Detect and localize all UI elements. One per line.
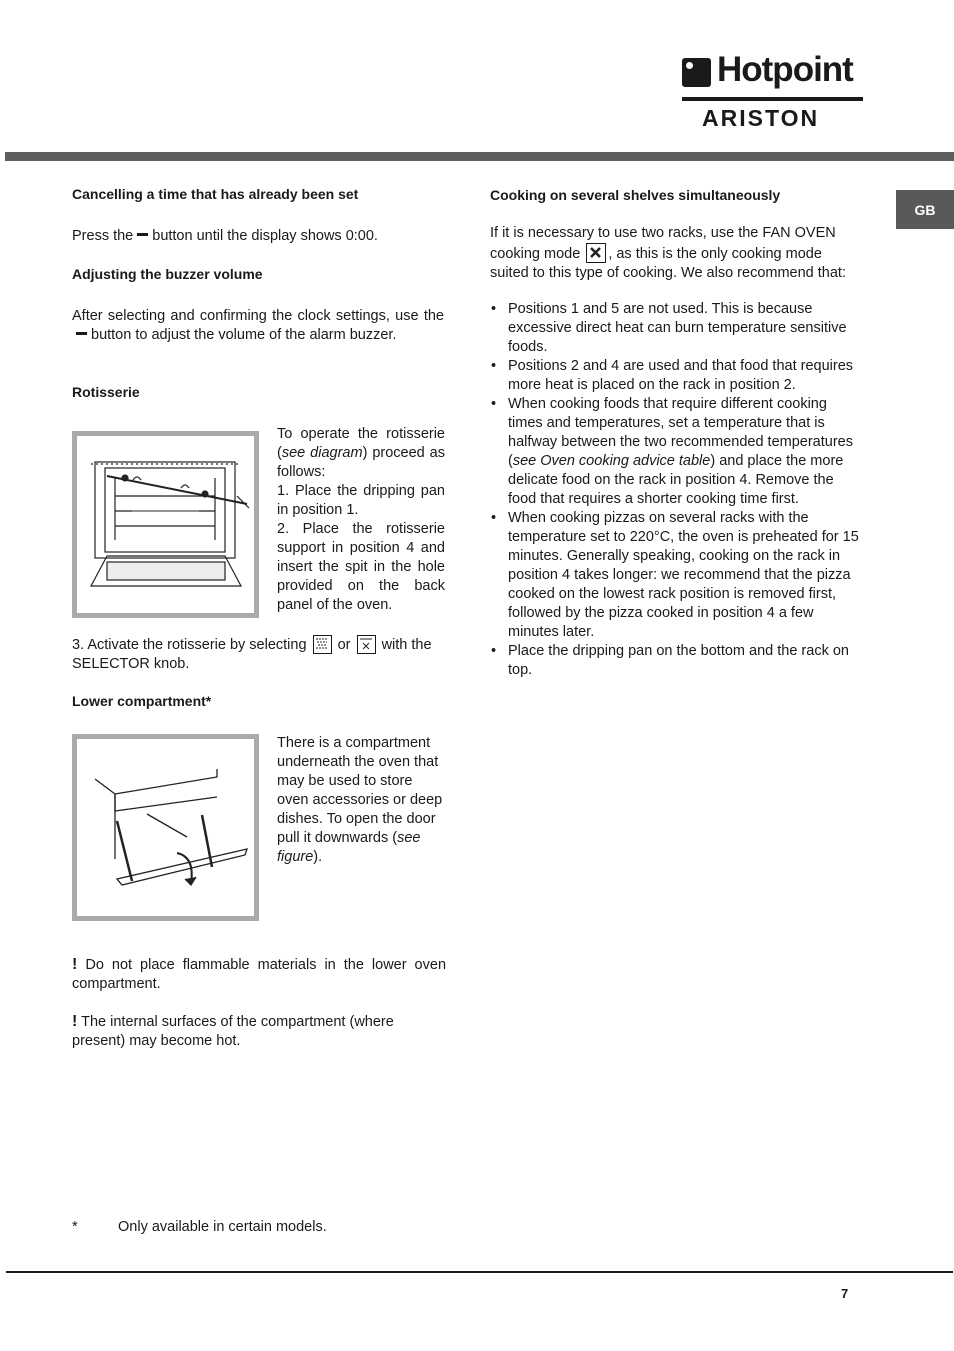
fan-oven-icon (586, 243, 606, 263)
intro-text-b: , as this is the only cooking mode suited to this type of cooking. We also recommend that: (490, 246, 846, 281)
cancel-text-a: Press the (72, 228, 134, 244)
lower-compartment-illustration (77, 739, 254, 916)
list-item: • Positions 2 and 4 are used and that food that requires more heat is placed on the rack in position 2. (490, 357, 864, 395)
rotisserie-step-3 (72, 635, 444, 674)
recommendations-list (490, 300, 864, 680)
lower-compartment-text-italic: see figure (277, 830, 421, 865)
lower-compartment-text-1: There is a compartment underneath the oven that may be used to store oven accessories or deep dishes. To open the door pull it downwards ( (277, 735, 443, 846)
logo-brand: Hotpoint (717, 50, 853, 89)
rotisserie-step-1: 1. Place the dripping pan in position 1. (277, 483, 445, 518)
rotisserie-step-2: 2. Place the rotisserie support in position 4 and insert the spit in the hole provided on the back panel of the oven. (277, 521, 445, 613)
rotisserie-text-1: To operate the rotisserie ( (277, 426, 445, 461)
warning-mark: ! (72, 1013, 78, 1030)
minus-icon (76, 332, 87, 335)
cancel-text-b: button until the display shows 0:00. (152, 228, 378, 244)
buzzer-text (72, 307, 444, 345)
rotisserie-text-italic: see diagram (281, 445, 363, 461)
minus-icon (137, 233, 148, 236)
header-bar (5, 152, 954, 161)
several-shelves-intro (490, 224, 858, 283)
lower-compartment-heading: Lower compartment* (72, 693, 212, 709)
list-item: • When cooking pizzas on several racks with the temperature set to 220°C, the oven is preheated for 15 minutes. Generally speaking, cooking on the rack in position 4 takes longer: we recommend that the pizza cooked on the lowest rack position is removed first, followed by the pizza cooked in position 4 a few minutes later. (490, 509, 864, 642)
rotisserie-grill-icon (313, 635, 332, 654)
logo-rule (682, 97, 863, 101)
rotisserie-step-3-b: with the SELECTOR knob. (72, 637, 432, 672)
warning-mark: ! (72, 956, 78, 973)
bullet3-text-b: ) and place the more delicate food on the rack in position 4. Remove the food that requires a shorter cooking time first. (508, 453, 844, 507)
bullet3-text-a: When cooking foods that require different cooking times and temperatures, set a temperature that is halfway between the two recommended temperatures ( (508, 396, 853, 469)
lower-compartment-text-2: ). (313, 849, 323, 865)
intro-text-a: If it is necessary to use two racks, use the FAN OVEN cooking mode (490, 225, 836, 262)
footer-rule (6, 1271, 953, 1273)
lower-compartment-text (277, 734, 445, 867)
buzzer-text-a: After selecting and confirming the clock settings, use the (72, 308, 444, 324)
rotisserie-fan-icon (357, 635, 376, 654)
list-item: • Positions 1 and 5 are not used. This is because excessive direct heat can burn temperature sensitive foods. (490, 300, 864, 357)
list-item: • Place the dripping pan on the bottom and the rack on top. (490, 642, 864, 680)
several-shelves-heading: Cooking on several shelves simultaneously (490, 187, 781, 203)
lower-compartment-figure (72, 734, 259, 921)
footnote-text: Only available in certain models. (118, 1219, 327, 1235)
logo-sub: ARISTON (702, 105, 820, 131)
rotisserie-step-3-or: or (337, 637, 351, 653)
language-tab: GB (896, 190, 954, 229)
buzzer-text-b: button to adjust the volume of the alarm buzzer. (91, 327, 397, 343)
rotisserie-text-2: ) proceed as follows: (277, 445, 445, 480)
rotisserie-heading: Rotisserie (72, 384, 140, 400)
footnote-star: * (72, 1219, 78, 1235)
warning-hot-surfaces (72, 1012, 446, 1051)
page-number: 7 (841, 1286, 849, 1301)
warning-flammable (72, 955, 446, 994)
warning-hot-surfaces-text: The internal surfaces of the compartment (where present) may become hot. (72, 1014, 394, 1049)
buzzer-heading: Adjusting the buzzer volume (72, 266, 263, 282)
cancel-text (72, 227, 444, 246)
list-item (490, 395, 864, 509)
rotisserie-text (277, 425, 445, 615)
bullet3-italic: see Oven cooking advice table (512, 453, 711, 469)
logo-mark-icon (682, 58, 711, 87)
rotisserie-step-3-a: 3. Activate the rotisserie by selecting (72, 637, 307, 653)
oven-rotisserie-illustration (77, 436, 254, 613)
warning-flammable-text: Do not place flammable materials in the lower oven compartment. (72, 957, 447, 992)
rotisserie-diagram (72, 431, 259, 618)
cancel-heading: Cancelling a time that has already been set (72, 186, 359, 202)
hotpoint-ariston-logo (682, 50, 864, 132)
